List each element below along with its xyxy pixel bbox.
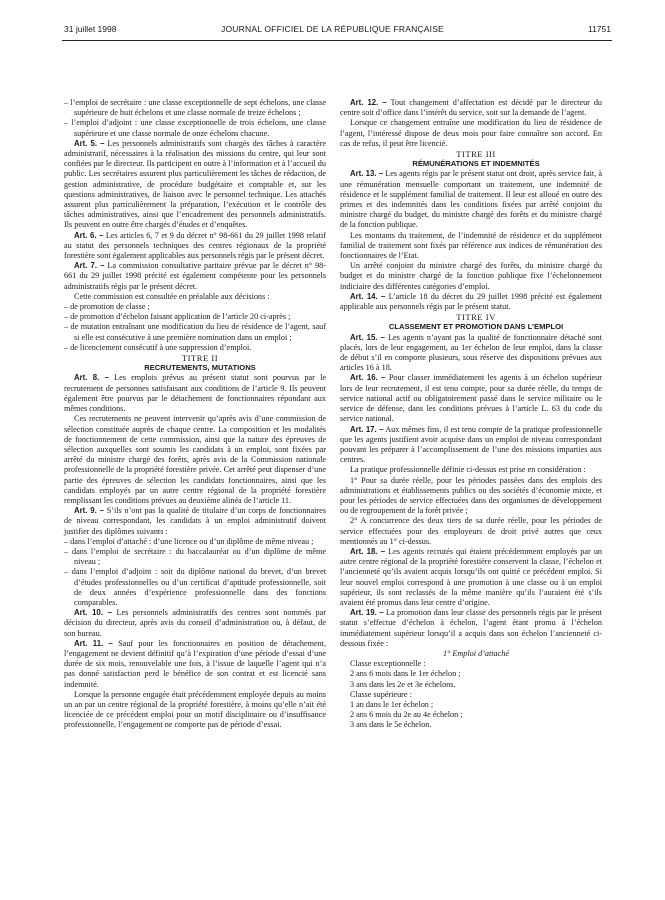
article-label: Art. 8. – — [74, 373, 109, 383]
paragraph: Cette commission est consultée en préalable aux décisions : — [74, 291, 270, 301]
article-text: Les personnels administratifs sont chargés des tâches à caractère administratif, nécessaires à la réalisation des missions du centre, qui leur sont confiées par le directeur. Ils participent en outre à l’information et à l’accueil du public. Les secrétaires assurent plus particulièrement les tâches de rédaction, de gestion administrative, de procédure budgétaire et comptable et, sur les questions administratives, de liaison avec le personnel technique. Les attachés assurent plus particulièrement la préparation, l’exécution et le contrôle des tâches administratives, ainsi que l’encadrement des personnels administratifs. Ils peuvent en outre être chargés d’études et d’enquêtes. — [64, 138, 326, 230]
running-header — [0, 24, 665, 38]
article-label: Art. 11. – — [74, 638, 113, 648]
list-item: Classe supérieure : — [350, 689, 412, 699]
article-text: Sauf pour les fonctionnaires en position de détachement, l’engagement ne devient définitif qu’à l’expiration d’une période d’essai d’une durée de six mois, renouvelable une fois, à l’issue de laquelle l’agent qui n’a pas donné satisfaction perd le bénéfice de son contrat et est licencié sans indemnité. — [64, 638, 326, 689]
article-17 — [340, 425, 602, 466]
article-8 — [64, 373, 326, 414]
article-text: Tout changement d’affectation est décidé par le directeur du centre soit d’office dans l’intérêt du service, soit sur la demande de l’agent. — [340, 98, 603, 118]
left-column — [64, 98, 326, 731]
list-item: – dans l’emploi d’adjoint : soit du diplôme national du brevet, d’un brevet d’études professionnelles ou d’un certificat d’aptitude professionnelle, soit de deux années d’expérience professionnelle dans des fonctions comparables. — [64, 567, 326, 607]
article-label: Art. 16. – — [350, 373, 386, 383]
list-item: Classe exceptionnelle : — [350, 659, 426, 669]
list-item: 2 ans 6 mois dans le 1er échelon ; — [350, 669, 461, 679]
section-subtitle: CLASSEMENT ET PROMOTION DANS L’EMPLOI — [388, 322, 564, 332]
paragraph: 2° A concurrence des deux tiers de sa durée réelle, pour les périodes de service effectuées pour des employeurs de droit privé autres que ceux mentionnés au 1° ci-dessus. — [340, 516, 602, 546]
article-16 — [340, 373, 602, 424]
article-7 — [64, 261, 326, 292]
section-subtitle: RÉMUNÉRATIONS ET INDEMNITÉS — [412, 159, 540, 169]
paragraph: Un arrêté conjoint du ministre chargé des forêts, du ministre chargé du budget et du ministre chargé de la fonction publique fixe l’échelonnement indiciaire des différentes catégories d’emploi. — [340, 261, 602, 291]
article-19 — [340, 608, 602, 649]
article-5 — [64, 139, 326, 231]
article-label: Art. 19. – — [350, 608, 384, 618]
list-item: – l’emploi d’adjoint : une classe exceptionnelle de trois échelons, une classe supérieure et une classe normale de onze échelons chacune. — [64, 118, 326, 138]
article-label: Art. 13. – — [350, 169, 384, 179]
list-item: 2 ans 6 mois du 2e au 4e échelon ; — [350, 710, 463, 720]
article-text: Pour classer immédiatement les agents à un échelon supérieur lors de leur recrutement, il est tenu compte, pour sa durée réelle, du temps de service national actif ou obligatoirement passé dans le service militaire ou le service de défense, dans les conditions prévues à l’article L. 63 du code du service national. — [340, 373, 602, 424]
article-text: Les agents régis par le présent statut ont droit, après service fait, à une rémunération mensuelle comportant un traitement, une indemnité de résidence et le supplément familial de traitement. Il leur est alloué en outre des primes et des indemnités dans les conditions fixées par arrêté conjoint du ministre chargé du budget, du ministre chargé des forêts et du ministre chargé de la fonction publique. — [340, 169, 603, 230]
header-date: 31 juillet 1998 — [64, 24, 117, 34]
article-label: Art. 10. – — [74, 608, 112, 618]
header-page-number: 11751 — [587, 24, 611, 34]
article-text: La promotion dans leur classe des personnels régis par le présent statut s’effectue d’échelon à échelon, l’agent étant promu à l’échelon immédiatement supérieur lorsqu’il a acquis dans son échelon l’ancienneté ci-dessous fixée : — [340, 608, 602, 648]
section-title: TITRE II — [181, 353, 219, 364]
article-label: Art. 17. – — [350, 424, 384, 434]
article-10 — [64, 608, 326, 639]
article-9 — [64, 506, 326, 537]
article-text: Les personnels administratifs des centres sont nommés par décision du directeur, après avis du conseil d’administration ou, à défaut, de son bureau. — [64, 608, 327, 638]
paragraph: Lorsque la personne engagée était précédemment employée depuis au moins un an par un centre régional de la propriété forestière, à moins qu’elle n’ait été licenciée de ce précédent emploi pour un motif disciplinaire ou d’insuffisance professionnelle, l’engagement ne comporte pas de période d’essai. — [64, 689, 326, 730]
article-label: Art. 5. – — [74, 138, 105, 148]
section-title: TITRE IV — [456, 312, 496, 323]
subheading-attache: 1° Emploi d’attaché — [442, 648, 510, 658]
paragraph: La pratique professionnelle définie ci-dessus est prise en considération : — [350, 465, 586, 475]
article-label: Art. 18. – — [350, 546, 386, 556]
paragraph: 1° Pour sa durée réelle, pour les périodes passées dans des emplois des administrations et établissements publics ou des sociétés d’économie mixte, et pour les périodes de service effectuées dans des organismes de développement ou de regroupement de la forêt privée ; — [340, 475, 602, 516]
article-text: Les articles 6, 7 et 9 du décret n° 98-661 du 29 juillet 1998 relatif au statut des personnels techniques des centres régionaux de la propriété forestière sont également applicables aux personnels régis par le présent décret. — [64, 230, 326, 261]
article-label: Art. 14. – — [350, 291, 386, 301]
list-item: – de mutation entraînant une modification du lieu de résidence de l’agent, sauf si elle est consécutive à une première nomination dans un emploi ; — [64, 322, 326, 342]
article-text: Les agents n’ayant pas la qualité de fonctionnaire détaché sont placés, lors de leur engagement, au 1er échelon de leur emploi, dans la classe de début s’il en comporte plusieurs, sous réserve des dispositions prévues aux articles 16 à 18. — [340, 332, 602, 373]
article-label: Art. 9. – — [74, 506, 104, 516]
list-item: – dans l’emploi de secrétaire : du baccalauréat ou d’un diplôme de même niveau ; — [64, 546, 326, 567]
article-text: S’ils n’ont pas la qualité de titulaire d’un corps de fonctionnaires de niveau correspondant, les candidats à un emploi administratif doivent justifier des diplômes suivants : — [64, 506, 326, 536]
list-item: – dans l’emploi d’attaché : d’une licence ou d’un diplôme de même niveau ; — [64, 536, 314, 546]
header-journal-title: JOURNAL OFFICIEL DE LA RÉPUBLIQUE FRANÇAISE — [221, 24, 444, 34]
article-13 — [340, 169, 602, 230]
right-column — [340, 98, 602, 731]
article-12 — [340, 98, 602, 118]
paragraph: Ces recrutements ne peuvent intervenir qu’après avis d’une commission de sélection constituée auprès de chaque centre. La composition et les modalités de fonctionnement de cette commission, ainsi que la nature des épreuves de sélection auxquelles sont soumis les candidats à un emploi, sont fixées par arrêté du ministre chargé des forêts, après avis de la Commission nationale professionnelle de la propriété forestière privée. Cet arrêté peut dispenser d’une partie des épreuves de sélection les candidats fonctionnaires, ainsi que les candidats employés par un autre centre régional de la propriété forestière remplissant les conditions prévues au deuxième alinéa de l’article 11. — [64, 414, 326, 505]
article-14 — [340, 292, 602, 312]
list-item: – de promotion de classe ; — [64, 302, 150, 312]
article-label: Art. 7. – — [74, 261, 105, 271]
article-text: Aux mêmes fins, il est tenu compte de la pratique professionnelle que les agents justifient avoir acquise dans un emploi de niveau correspondant pouvant les préparer à l’accomplissement de l’une des missions imparties aux centres. — [340, 424, 602, 465]
article-text: Les agents recrutés qui étaient précédemment employés par un autre centre régional de la propriété forestière conservent la classe, l’échelon et l’ancienneté qu’ils avaient acquis lorsqu’ils ont quitté ce précédent emploi. Si leur nouvel emploi correspond à une promotion à une classe ou à un emploi supérieur, ils sont reclassés de la même manière qu’ils l’auraient été s’ils avaient été promus dans leur centre d’origine. — [340, 546, 603, 607]
list-item: – de licenciement consécutif à une suppression d’emploi. — [64, 342, 252, 352]
list-item: 1 an dans le 1er échelon ; — [350, 699, 434, 709]
paragraph: Lorsque ce changement entraîne une modification du lieu de résidence de l’agent, l’intéressé dispose de deux mois pour faire connaître son accord. En cas de refus, il peut être licencié. — [340, 118, 602, 148]
article-15 — [340, 333, 602, 374]
list-item: – l’emploi de secrétaire : une classe exceptionnelle de sept échelons, une classe supérieure de huit échelons et une classe normale de treize échelons ; — [64, 98, 326, 118]
list-item: – de promotion d’échelon faisant application de l’article 20 ci-après ; — [64, 312, 291, 322]
paragraph: Les montants du traitement, de l’indemnité de résidence et du supplément familial de traitement sont fixés par référence aux indices de rémunération des fonctionnaires de l’Etat. — [340, 230, 602, 261]
header-rule — [62, 40, 612, 41]
article-label: Art. 15. – — [350, 332, 385, 342]
article-label: Art. 12. – — [350, 98, 387, 107]
list-item: 3 ans dans les 2e et 3e échelons. — [350, 679, 456, 689]
section-title: TITRE III — [456, 149, 496, 160]
article-text: La commission consultative paritaire prévue par le décret n° 98-661 du 29 juillet 1998 précité est également compétente pour les personnels administratifs régis par le présent décret. — [64, 261, 326, 291]
seniority-list — [340, 659, 602, 730]
article-text: Les emplois prévus au présent statut sont pourvus par le recrutement de personnes satisfaisant aux conditions de l’article 9. Ils peuvent également être pourvus par le détachement de fonctionnaires répondant aux mêmes conditions. — [64, 373, 326, 414]
section-subtitle: RECRUTEMENTS, MUTATIONS — [144, 363, 256, 373]
article-18 — [340, 547, 602, 608]
article-label: Art. 6. – — [74, 230, 104, 240]
article-6 — [64, 231, 326, 262]
article-11 — [64, 639, 326, 690]
article-text: L’article 18 du décret du 29 juillet 1998 précité est également applicable aux personnels régis par le présent statut. — [340, 291, 602, 312]
list-item: 3 ans dans le 5e échelon. — [350, 720, 432, 730]
